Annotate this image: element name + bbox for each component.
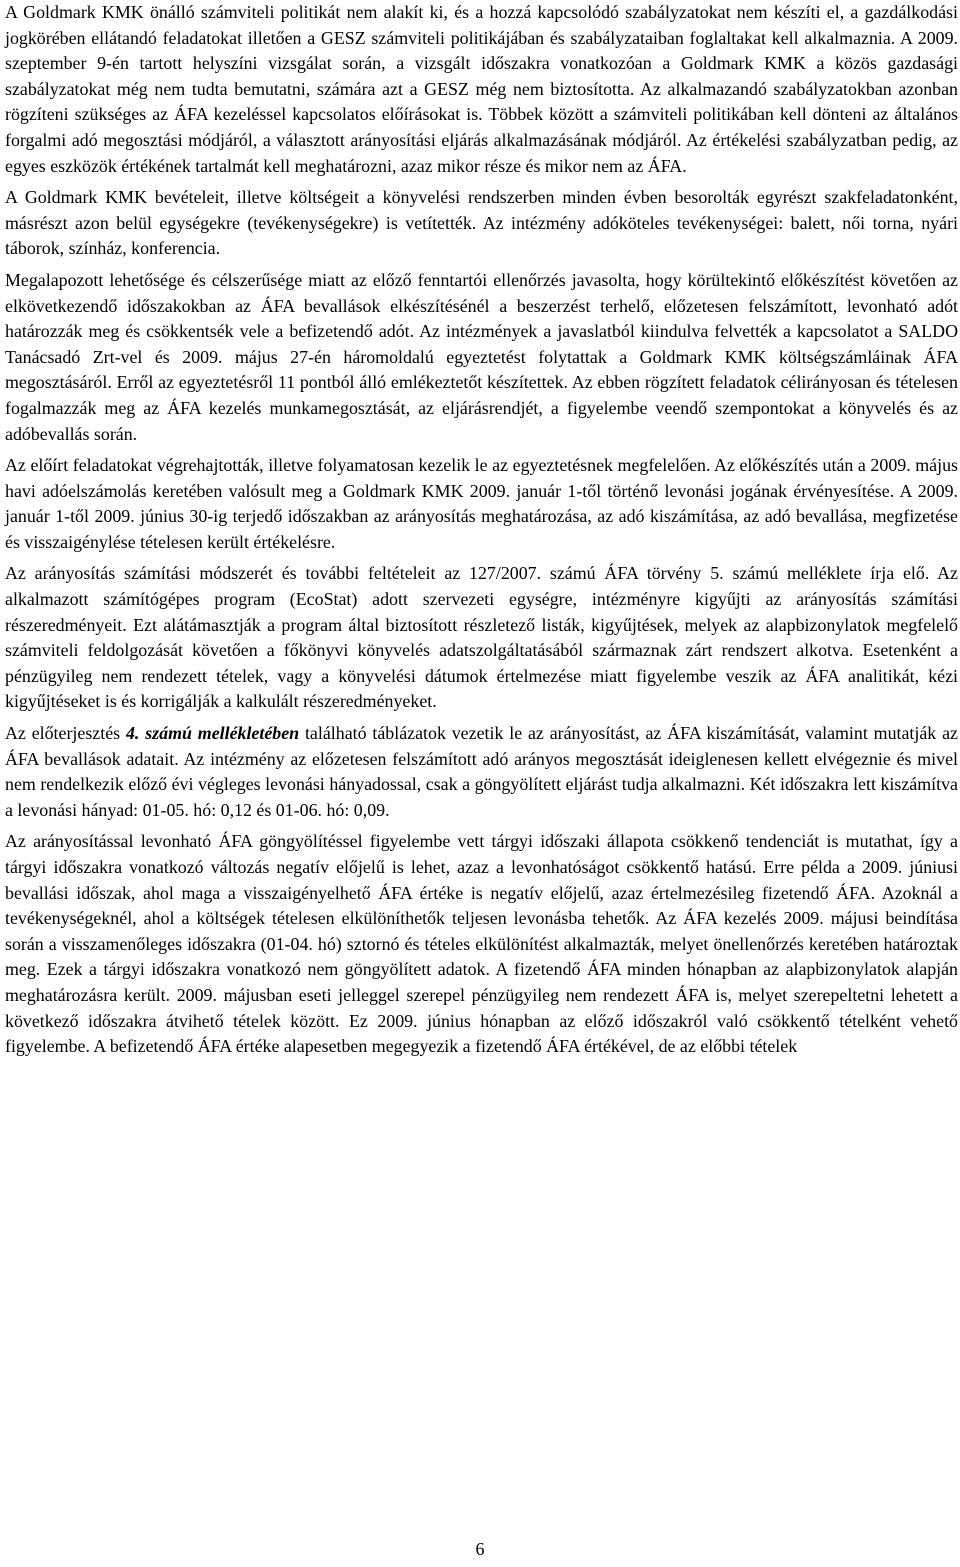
paragraph-text: A Goldmark KMK önálló számviteli politikát nem alakít ki, és a hozzá kapcsolódó szabályzatokat nem készíti el, a gazdálkodási jogkörében ellátandó feladatokat illetően a GESZ számviteli politikájában és szabályzataiban foglaltakat kell alkalmaznia. A 2009. szeptember 9-én tartott helyszíni vizsgálat során, a vizsgált időszakra vonatkozóan a Goldmark KMK a közös gazdasági szabályzatokat még nem tudta bemutatni, számára azt a GESZ még nem biztosította. Az alkalmazandó szabályzatokban azonban rögzíteni szükséges az ÁFA kezeléssel kapcsolatos előírásokat is. Többek között a számviteli politikában kell dönteni az általános forgalmi adó megosztási módjáról, a választott arányosítási eljárás alkalmazásának módjáról. Az értékelési szabályzatban pedig, az egyes eszközök értékének tartalmát kell meghatározni, azaz mikor része és mikor nem az ÁFA. (5, 2, 958, 176)
paragraph-text: A Goldmark KMK bevételeit, illetve költségeit a könyvelési rendszerben minden évben besorolták egyrészt szakfeladatonként, másrészt azon belül egységekre (tevékenységekre) is vetítették. Az intézmény adóköteles tevékenységei: balett, női torna, nyári táborok, színház, konferencia. (5, 187, 958, 259)
page-number: 6 (475, 1539, 485, 1559)
paragraph-4 (5, 453, 958, 555)
paragraph-7 (5, 829, 958, 1059)
paragraph-6 (5, 721, 958, 823)
paragraph-text-before: Az előterjesztés (5, 723, 126, 744)
paragraph-5 (5, 561, 958, 715)
document-body (5, 0, 958, 1066)
paragraph-1 (5, 0, 958, 179)
paragraph-text: Az arányosítással levonható ÁFA göngyölítéssel figyelembe vett tárgyi időszaki állapota csökkenő tendenciát is mutathat, így a tárgyi időszakra vonatkozó változás negatív előjelű is lehet, azaz a levonhatóságot csökkentő hatású. Erre példa a 2009. júniusi bevallási időszak, ahol maga a visszaigényelhető ÁFA értéke is negatív előjelű, azaz értelmezésileg fizetendő ÁFA. Azoknál a tevékenységeknél, ahol a költségek tételesen elkülöníthetők teljesen levonásba tehetők. Az ÁFA kezelés 2009. májusi beindítása során a visszamenőleges időszakra (01-04. hó) sztornó és tételes elkülönítést alkalmazták, melyet önellenőrzés keretében határoztak meg. Ezek a tárgyi időszakra vonatkozó nem göngyölített adatok. A fizetendő ÁFA minden hónapban az alapbizonylatok alapján meghatározásra került. 2009. májusban eseti jelleggel szerepel pénzügyileg nem rendezett ÁFA is, melyet szerepeltetni lehetett a következő időszakra átvihető tételek között. Ez 2009. június hónapban az előző időszakról való csökkentő tételként vehető figyelembe. A befizetendő ÁFA értéke alapesetben megegyezik a fizetendő ÁFA értékével, de az előbbi tételek (5, 831, 958, 1057)
paragraph-text: Az előírt feladatokat végrehajtották, illetve folyamatosan kezelik le az egyeztetésnek megfelelően. Az előkészítés után a 2009. május havi adóelszámolás keretében valósult meg a Goldmark KMK 2009. január 1-től történő levonási jogának érvényesítése. A 2009. január 1-től 2009. június 30-ig terjedő időszakban az arányosítás meghatározása, az adó kiszámítása, az adó bevallása, megfizetése és visszaigénylése tételesen került értékelésre. (5, 455, 958, 552)
paragraph-text: Az arányosítás számítási módszerét és további feltételeit az 127/2007. számú ÁFA törvény 5. számú melléklete írja elő. Az alkalmazott számítógépes program (EcoStat) adott szervezeti egységre, intézményre kigyűjti az arányosítás számítási részeredményeit. Ezt alátámasztják a program által biztosított részletező listák, kigyűjtések, melyek az alapbizonylatok megfelelő számviteli feldolgozását követően a főkönyvi könyvelés adatszolgáltatásából származnak zárt rendszert alkotva. Esetenként a pénzügyileg nem rendezett tételek, vagy a könyvelési dátumok értelmezése miatt figyelembe veszik az ÁFA analitikát, kézi kigyűjtéseket is és korrigálják a kalkulált részeredményeket. (5, 563, 958, 712)
paragraph-text-after: található táblázatok vezetik le az arányosítást, az ÁFA kiszámítását, valamint mutatják az ÁFA bevallások adatait. Az intézmény az előzetesen felszámított adó arányos megosztását ideiglenesen kellett elvégeznie és mivel nem rendelkezik előző évi végleges levonási hányadossal, csak a göngyölített eljárást tudja alkalmazni. Két időszakra lett kiszámítva a levonási hányad: 01-05. hó: 0,12 és 01-06. hó: 0,09. (5, 723, 958, 820)
paragraph-text: Megalapozott lehetősége és célszerűsége miatt az előző fenntartói ellenőrzés javasolta, hogy körültekintő előkészítést követően az elkövetkezendő időszakokban az ÁFA bevallások elkészítésénél a beszerzést terhelő, előzetesen felszámított, levonható adót határozzák meg és csökkentsék vele a befizetendő adót. Az intézmények a javaslatból kiindulva felvették a kapcsolatot a SALDO Tanácsadó Zrt-vel és 2009. május 27-én háromoldalú egyeztetést folytattak a Goldmark KMK költségszámláinak ÁFA megosztásáról. Erről az egyeztetésről 11 pontból álló emlékeztetőt készítettek. Az ebben rögzített feladatok célirányosan és tételesen fogalmazzák meg az ÁFA kezelés munkamegosztását, az eljárásrendjét, a figyelembe veendő szempontokat a könyvelés és az adóbevallás során. (5, 269, 958, 444)
paragraph-3 (5, 268, 958, 447)
appendix-reference: 4. számú mellékletében (125, 723, 300, 744)
paragraph-2 (5, 185, 958, 262)
